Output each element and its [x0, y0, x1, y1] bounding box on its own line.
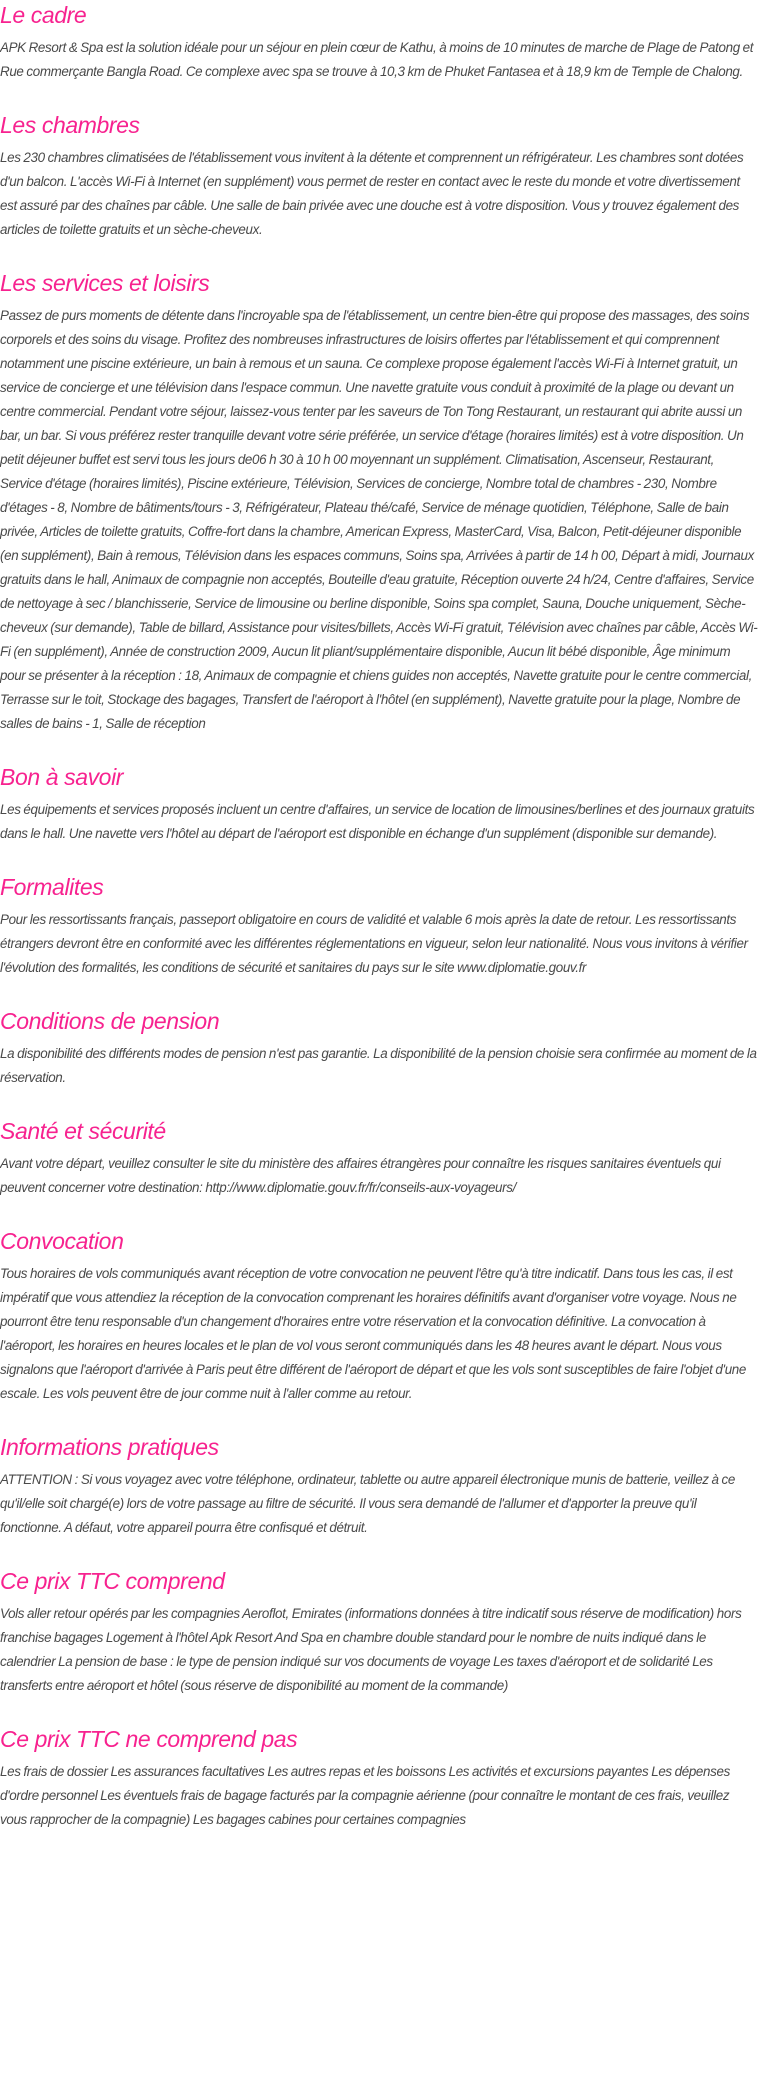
section-title: Santé et sécurité	[0, 1118, 166, 1144]
section-body: Les équipements et services proposés incluent un centre d'affaires, un service de location de limousines/berlines et des journaux gratuits dans le hall. Une navette vers l'hôtel au départ de l'aéroport est disponible en échange d'un supplément (disponible sur demande).	[0, 802, 755, 841]
section-title: Convocation	[0, 1228, 124, 1254]
section-title: Formalites	[0, 874, 104, 900]
section-title: Ce prix TTC ne comprend pas	[0, 1726, 298, 1752]
section-prix-ne-comprend-pas	[0, 1724, 758, 1832]
section-body: Passez de purs moments de détente dans l'incroyable spa de l'établissement, un centre bien-être qui propose des massages, des soins corporels et des soins du visage. Profitez des nombreuses infrastructures de loisirs offertes par l'établissement et qui comprennent notamment une piscine extérieure, un bain à remous et un sauna. Ce complexe propose également l'accès Wi-Fi à Internet gratuit, un service de concierge et une télévision dans l'espace commun. Une navette gratuite vous conduit à proximité de la plage ou devant un centre commercial. Pendant votre séjour, laissez-vous tenter par les saveurs de Ton Tong Restaurant, un restaurant qui abrite aussi un bar, un bar. Si vous préférez rester tranquille devant votre série préférée, un service d'étage (horaires limités) est à votre disposition. Un petit déjeuner buffet est servi tous les jours de06 h 30 à 10 h 00 moyennant un supplément. Climatisation, Ascenseur, Restaurant, Service d'étage (horaires limités), Piscine extérieure, Télévision, Services de concierge, Nombre total de chambres - 230, Nombre d'étages - 8, Nombre de bâtiments/tours - 3, Réfrigérateur, Plateau thé/café, Service de ménage quotidien, Téléphone, Salle de bain privée, Articles de toilette gratuits, Coffre-fort dans la chambre, American Express, MasterCard, Visa, Balcon, Petit-déjeuner disponible (en supplément), Bain à remous, Télévision dans les espaces communs, Soins spa, Arrivées à partir de 14 h 00, Départ à midi, Journaux gratuits dans le hall, Animaux de compagnie non acceptés, Bouteille d'eau gratuite, Réception ouverte 24 h/24, Centre d'affaires, Service de nettoyage à sec / blanchisserie, Service de limousine ou berline disponible, Soins spa complet, Sauna, Douche uniquement, Sèche-cheveux (sur demande), Table de billard, Assistance pour visites/billets, Accès Wi-Fi gratuit, Télévision avec chaînes par câble, Accès Wi-Fi (en supplément), Année de construction 2009, Aucun lit pliant/supplémentaire disponible, Aucun lit bébé disponible, Âge minimum pour se présenter à la réception : 18, Animaux de compagnie et chiens guides non acceptés, Navette gratuite pour le centre commercial, Terrasse sur le toit, Stockage des bagages, Transfert de l'aéroport à l'hôtel (en supplément), Navette gratuite pour la plage, Nombre de salles de bains - 1, Salle de réception	[0, 308, 758, 731]
section-body: Vols aller retour opérés par les compagnies Aeroflot, Emirates (informations données à titre indicatif sous réserve de modification) hors franchise bagages Logement à l'hôtel Apk Resort And Spa en chambre double standard pour le nombre de nuits indiqué dans le calendrier La pension de base : le type de pension indiqué sur vos documents de voyage Les taxes d'aéroport et de solidarité Les transferts entre aéroport et hôtel (sous réserve de disponibilité au moment de la commande)	[0, 1606, 742, 1693]
section-services-et-loisirs	[0, 268, 758, 736]
section-informations-pratiques	[0, 1432, 758, 1540]
section-conditions-de-pension	[0, 1006, 758, 1090]
section-prix-comprend	[0, 1566, 758, 1698]
section-title: Ce prix TTC comprend	[0, 1568, 225, 1594]
section-body: La disponibilité des différents modes de pension n'est pas garantie. La disponibilité de la pension choisie sera confirmée au moment de la réservation.	[0, 1046, 757, 1085]
section-bon-a-savoir	[0, 762, 758, 846]
section-title: Informations pratiques	[0, 1434, 219, 1460]
section-sante-et-securite	[0, 1116, 758, 1200]
section-formalites	[0, 872, 758, 980]
section-les-chambres	[0, 110, 758, 242]
section-title: Le cadre	[0, 2, 87, 28]
section-body: Les frais de dossier Les assurances facultatives Les autres repas et les boissons Les activités et excursions payantes Les dépenses d'ordre personnel Les éventuels frais de bagage facturés par la compagnie aérienne (pour connaître le montant de ces frais, veuillez vous rapprocher de la compagnie) Les bagages cabines pour certaines compagnies	[0, 1764, 730, 1827]
section-title: Les chambres	[0, 112, 140, 138]
section-body: Les 230 chambres climatisées de l'établissement vous invitent à la détente et comprennent un réfrigérateur. Les chambres sont dotées d'un balcon. L'accès Wi-Fi à Internet (en supplément) vous permet de rester en contact avec le reste du monde et votre divertissement est assuré par des chaînes par câble. Une salle de bain privée avec une douche est à votre disposition. Vous y trouvez également des articles de toilette gratuits et un sèche-cheveux.	[0, 150, 744, 237]
section-title: Bon à savoir	[0, 764, 124, 790]
section-body: Tous horaires de vols communiqués avant réception de votre convocation ne peuvent l'être qu'à titre indicatif. Dans tous les cas, il est impératif que vous attendiez la réception de la convocation comprenant les horaires définitifs avant d'organiser votre voyage. Nous ne pourront être tenu responsable d'un changement d'horaires entre votre réservation et la convocation définitive. La convocation à l'aéroport, les horaires en heures locales et le plan de vol vous seront communiqués dans les 48 heures avant le départ. Nous vous signalons que l'aéroport d'arrivée à Paris peut être différent de l'aéroport de départ et que les vols sont susceptibles de faire l'objet d'une escale. Les vols peuvent être de jour comme nuit à l'aller comme au retour.	[0, 1266, 746, 1401]
section-body: Avant votre départ, veuillez consulter le site du ministère des affaires étrangères pour connaître les risques sanitaires éventuels qui peuvent concerner votre destination: http://www.diplomatie.gouv.fr/fr/conseils-aux-voyageurs/	[0, 1156, 721, 1195]
section-title: Conditions de pension	[0, 1008, 220, 1034]
section-body: Pour les ressortissants français, passeport obligatoire en cours de validité et valable 6 mois après la date de retour. Les ressortissants étrangers devront être en conformité avec les différentes réglementations en vigueur, selon leur nationalité. Nous vous invitons à vérifier l'évolution des formalités, les conditions de sécurité et sanitaires du pays sur le site www.diplomatie.gouv.fr	[0, 912, 748, 975]
section-le-cadre	[0, 0, 758, 84]
section-title: Les services et loisirs	[0, 270, 210, 296]
section-convocation	[0, 1226, 758, 1406]
section-body: APK Resort & Spa est la solution idéale pour un séjour en plein cœur de Kathu, à moins de 10 minutes de marche de Plage de Patong et Rue commerçante Bangla Road. Ce complexe avec spa se trouve à 10,3 km de Phuket Fantasea et à 18,9 km de Temple de Chalong.	[0, 40, 754, 79]
section-body: ATTENTION : Si vous voyagez avec votre téléphone, ordinateur, tablette ou autre appareil électronique munis de batterie, veillez à ce qu'il/elle soit chargé(e) lors de votre passage au filtre de sécurité. Il vous sera demandé de l'allumer et d'apporter la preuve qu'il fonctionne. A défaut, votre appareil pourra être confisqué et détruit.	[0, 1472, 735, 1535]
